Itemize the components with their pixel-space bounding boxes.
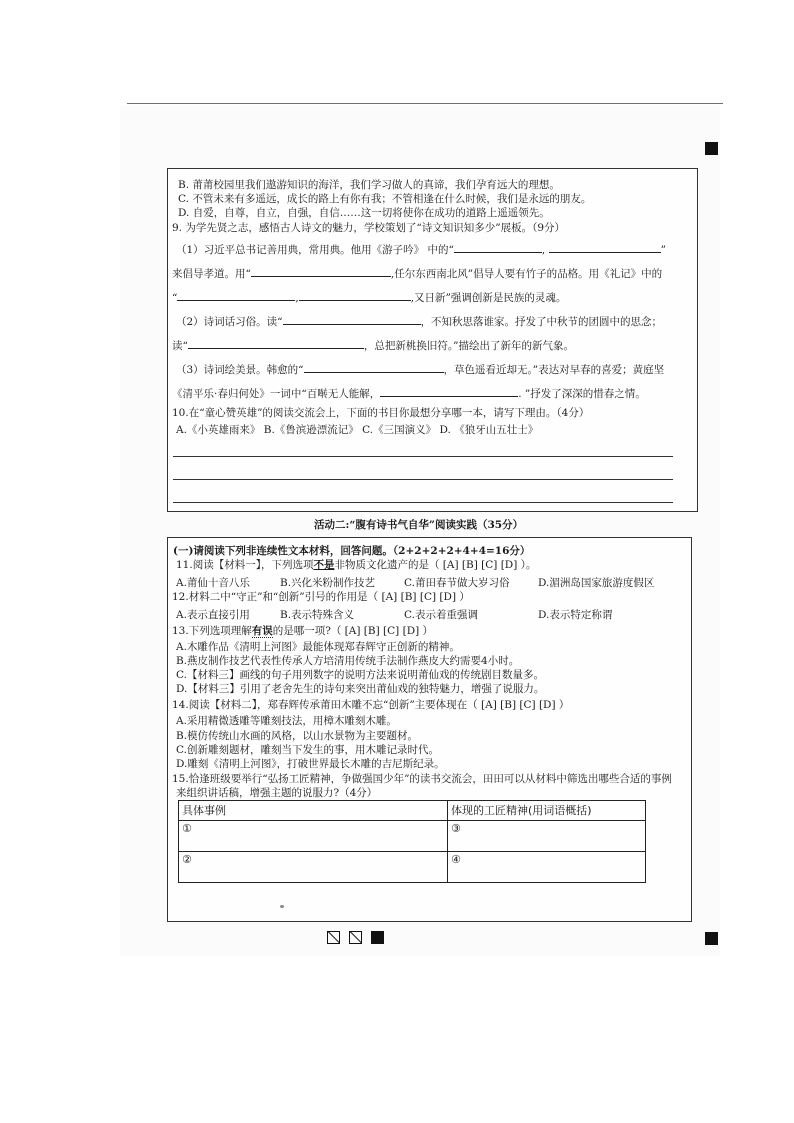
table-row <box>179 821 646 852</box>
corner-marker-top-right <box>705 142 718 155</box>
scan-speck <box>280 905 284 908</box>
q9-3-text-a: （3）诗词绘美景。韩愈的“ <box>176 364 304 376</box>
table-row <box>179 852 646 883</box>
q9-2-text-b: ，不知秋思落谁家。抒发了中秋节的团圆中的思念； <box>420 316 663 328</box>
top-scan-rule <box>127 103 723 104</box>
answer-blank-9-1-d[interactable] <box>177 290 295 301</box>
answer-blank-9-1-e[interactable] <box>299 290 411 301</box>
q13-text-b: 的是哪一项?（ [A] [B] [C] [D] ） <box>272 625 434 637</box>
q9-2-text-d: ，总把新桃换旧符。”描绘出了新年的新气象。 <box>363 340 574 352</box>
q13-option-c[interactable]: C.【材料三】画线的句子用列数字的说明方法来说明莆仙戏的传统剧目数量多。 <box>176 669 544 681</box>
q11-option-b[interactable]: B.兴化米粉制作技艺 <box>280 577 376 589</box>
option-d-line: D. 自爱，自尊，自立，自强，自信……这一切将使你在成功的道路上遥遥领先。 <box>178 207 550 219</box>
q14-option-d[interactable]: D.雕刻《清明上河图》，打破世界最长木雕的吉尼斯纪录。 <box>176 758 445 770</box>
question-12-stem: 12.材料二中“守正”和“创新”引号的作用是（ [A] [B] [C] [D] ） <box>172 591 470 603</box>
answer-blank-9-2-b[interactable] <box>188 338 364 349</box>
question-9-3-line2 <box>172 386 646 401</box>
question-9-1-line1 <box>176 242 666 257</box>
q13-option-a[interactable]: A.木雕作品《清明上河图》最能体现郑春辉守正创新的精神。 <box>176 641 460 653</box>
q9-1-text-c: 来倡导孝道。用“ <box>172 268 251 280</box>
answer-line-10-2[interactable] <box>173 479 673 480</box>
q12-option-a[interactable]: A.表示直接引用 <box>176 609 250 621</box>
q14-option-a[interactable]: A.采用精微透雕等雕刻技法，用樟木雕刻木雕。 <box>176 715 397 727</box>
answer-blank-9-3-a[interactable] <box>304 362 444 373</box>
page-marker-slashed-2 <box>349 931 362 944</box>
question-14-stem: 14.阅读【材料二】，郑春辉传承莆田木雕不忘“创新”主要体现在（ [A] [B] [C] [D] ） <box>172 699 570 711</box>
answer-cell-3[interactable]: ③ <box>448 821 646 852</box>
q9-1-text-f: , <box>295 292 299 304</box>
activity-2-title: 活动二:“腹有诗书气自华”阅读实践（35分） <box>314 519 524 531</box>
corner-marker-bottom-right <box>705 932 718 945</box>
question-15-line2: 来组织讲话稿，增强主题的说服力?（4分） <box>176 787 378 799</box>
q9-1-text-e: “ <box>172 292 178 304</box>
question-10-title: 10.在“童心赞英雄”的阅读交流会上，下面的书目你最想分享哪一本，请写下理由。（4分） <box>172 407 590 419</box>
answer-cell-2[interactable]: ② <box>179 852 448 883</box>
page-marker-slashed-1 <box>327 931 340 944</box>
q14-option-c[interactable]: C.创新雕刻题材，雕刻当下发生的事，用木雕记录时代。 <box>176 744 439 756</box>
q13-emphasis: 有误 <box>251 625 273 637</box>
table-header-cell: 体现的工匠精神(用词语概括) <box>448 801 646 821</box>
q11-option-a[interactable]: A.莆仙十音八乐 <box>176 577 250 589</box>
answer-cell-1[interactable]: ① <box>179 821 448 852</box>
question-9-1-line3 <box>172 290 566 305</box>
answer-cell-4[interactable]: ④ <box>448 852 646 883</box>
answer-blank-9-1-c[interactable] <box>251 266 391 277</box>
question-11-stem <box>176 558 536 572</box>
answer-line-10-1[interactable] <box>173 456 673 457</box>
answer-blank-9-1-a[interactable] <box>454 242 542 253</box>
answer-line-10-3[interactable] <box>173 502 673 503</box>
q9-1-text-d: ,任尔东西南北风”倡导人要有竹子的品格。用《礼记》中的 <box>390 268 663 280</box>
q9-1-text-g: ,又日新”强调创新是民族的灵魂。 <box>410 292 567 304</box>
question-9-title: 9. 为学先贤之志，感悟古人诗文的魅力，学校策划了“诗文知识知多少”展板。（9分） <box>172 222 566 234</box>
table-header-cell: 具体事例 <box>179 801 448 821</box>
question-13-stem <box>172 624 433 638</box>
question-9-1-line2 <box>172 266 662 281</box>
table-header-row <box>179 801 646 821</box>
scan-top-margin <box>0 0 794 94</box>
option-c-line: C. 不管未来有多遥远，成长的路上有你有我；不管相逢在什么时候，我们是永远的朋友。 <box>178 193 592 205</box>
q12-option-c[interactable]: C.表示着重强调 <box>404 609 478 621</box>
example-table <box>178 800 646 883</box>
q9-1-text-b: ” <box>660 244 666 256</box>
q13-option-b[interactable]: B.燕皮制作技艺代表性传承人方培清用传统手法制作燕皮大约需要4小时。 <box>176 655 520 667</box>
question-10-options: A.《小英雄雨来》 B.《鲁滨逊漂流记》 C.《三国演义》 D. 《狼牙山五壮士》 <box>176 424 539 436</box>
q13-text-a: 13.下列选项理解 <box>172 625 252 637</box>
section-1-instruction: (一)请阅读下列非连续性文本材料，回答问题。（2+2+2+2+4+4=16分） <box>173 545 531 557</box>
question-15-line1: 15.恰逢班级要举行“弘扬工匠精神，争做强国少年”的读书交流会，田田可以从材料中筛选出哪些合适的事例 <box>172 773 672 785</box>
q9-2-text-a: （2）诗词话习俗。读“ <box>176 316 283 328</box>
q11-text-b: 非物质文化遗产的是（ [A] [B] [C] [D] ）。 <box>334 559 537 571</box>
q9-3-text-b: ，草色遥看近却无。”表达对早春的喜爱；黄庭坚 <box>443 364 665 376</box>
question-9-2-line2 <box>172 338 574 353</box>
q9-3-text-d: . ”抒发了深深的惜春之情。 <box>518 388 646 400</box>
q11-option-c[interactable]: C.莆田春节做大岁习俗 <box>404 577 510 589</box>
answer-blank-9-3-b[interactable] <box>380 386 518 397</box>
answer-blank-9-1-b[interactable] <box>549 242 661 253</box>
q11-emphasis: 不是 <box>313 559 335 571</box>
q9-3-text-c: 《清平乐·春归何处》一词中“百啭无人能解， <box>172 388 381 400</box>
q11-text-a: 11.阅读【材料一】，下列选项 <box>176 559 314 571</box>
q14-option-b[interactable]: B.模仿传统山水画的风格，以山水景物为主要题材。 <box>176 730 419 742</box>
q12-option-d[interactable]: D.表示特定称谓 <box>538 609 613 621</box>
option-b-line: B. 莆莆校园里我们遨游知识的海洋，我们学习做人的真谛，我们孕育远大的理想。 <box>178 179 560 191</box>
answer-blank-9-2-a[interactable] <box>283 314 421 325</box>
question-9-2-line1 <box>176 314 662 329</box>
q11-option-d[interactable]: D.湄洲岛国家旅游度假区 <box>538 577 655 589</box>
question-9-3-line1 <box>176 362 664 377</box>
q13-option-d[interactable]: D.【材料三】引用了老舍先生的诗句来突出莆仙戏的独特魅力，增强了说服力。 <box>176 683 545 695</box>
q9-1-spacer: , <box>541 244 549 256</box>
q9-1-text-a: （1）习近平总书记善用典，常用典。他用《游子吟》 中的“ <box>176 244 454 256</box>
q12-option-b[interactable]: B.表示特殊含义 <box>280 609 355 621</box>
page-marker-filled <box>371 931 384 944</box>
q9-2-text-c: 读“ <box>172 340 188 352</box>
